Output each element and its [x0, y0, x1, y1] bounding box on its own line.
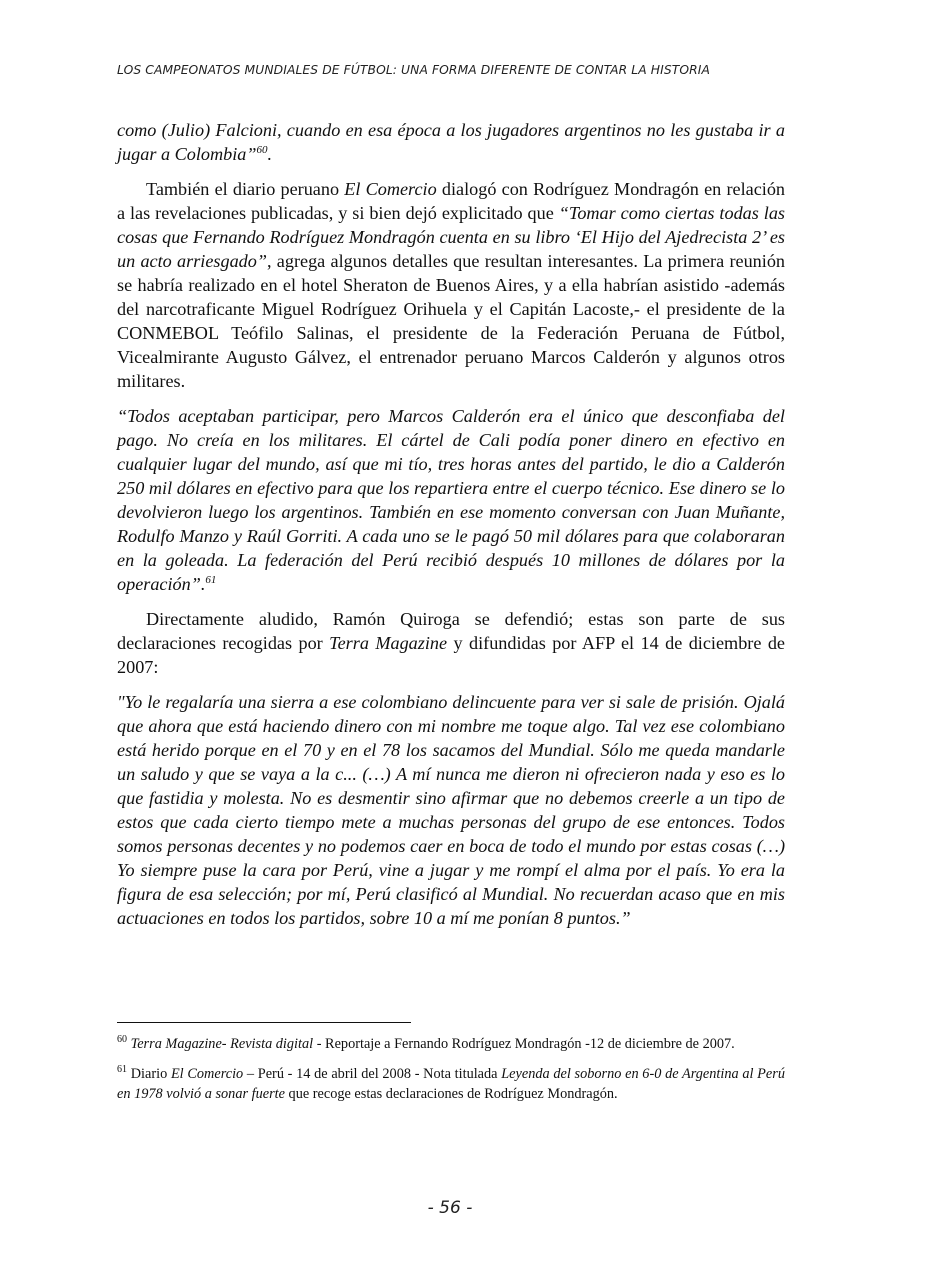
- main-text: [117, 118, 785, 941]
- quote-text: “Todos aceptaban participar, pero Marcos Calderón era el único que desconfiaba del pago. No creía en los militares. El cártel de Cali podía poner dinero en efectivo en cualquier lugar del mundo, así que mi tío, tres horas antes del partido, le dio a Calderón 250 mil dólares en efectivo para que los repartiera entre el cuerpo técnico. Ese dinero se lo devolvieron luego los argentinos. También en ese momento conversan con Juan Muñante, Rodulfo Manzo y Raúl Gorriti. A cada uno se le pagó 50 mil dólares para que colaboraran en la goleada. La federación del Perú recibió después 10 millones de dólares por la operación”.: [117, 406, 785, 594]
- footnote-separator: [117, 1022, 411, 1023]
- footnote-text: Diario: [127, 1066, 171, 1082]
- publication-name: Terra Magazine: [329, 633, 448, 653]
- footnote-text: – Perú - 14 de abril del 2008 - Nota titulada: [243, 1066, 502, 1082]
- footnote-number: 60: [117, 1034, 127, 1045]
- paragraph-quote-continuation: [117, 118, 785, 166]
- paragraph-el-comercio: [117, 177, 785, 393]
- page-number: - 56 -: [427, 1198, 473, 1218]
- paragraph-quiroga-intro: [117, 607, 785, 679]
- footnote-60: [117, 1034, 785, 1054]
- footnote-ref-61[interactable]: 61: [205, 574, 217, 586]
- running-header: LOS CAMPEONATOS MUNDIALES DE FÚTBOL: UNA FORMA DIFERENTE DE CONTAR LA HISTORIA: [117, 63, 711, 77]
- footnote-text: - Reportaje a Fernando Rodríguez Mondragón -12 de diciembre de 2007.: [313, 1036, 735, 1052]
- footnote-number: 61: [117, 1064, 127, 1075]
- text-run: dialogó con Rodríguez Mondragón en relación a las revelaciones publicadas, y si bien dejó explicitado que: [117, 179, 786, 223]
- footnotes: [117, 1034, 785, 1114]
- publication-name: El Comercio: [344, 179, 437, 199]
- footnote-source: El Comercio: [170, 1066, 244, 1082]
- text-run: , agrega algunos detalles que resultan interesantes. La primera reunión se habría realizado en el hotel Sheraton de Buenos Aires, y a ella habrían asistido -además del narcotraficante Miguel Rodríguez Orihuela y el Capitán Lacoste,- el presidente de la CONMEBOL Teófilo Salinas, el presidente de la Federación Peruana de Fútbol, Vicealmirante Augusto Gálvez, el entrenador peruano Marcos Calderón y algunos otros militares.: [117, 251, 786, 391]
- text-run: y difundidas por AFP el 14 de diciembre de 2007:: [117, 633, 786, 677]
- text-run: También el diario peruano: [146, 179, 345, 199]
- footnote-61: [117, 1064, 785, 1104]
- text-run: Directamente aludido, Ramón Quiroga se defendió; estas son parte de sus declaraciones recogidas por: [117, 609, 785, 653]
- inline-quote: “Tomar como ciertas todas las cosas que Fernando Rodríguez Mondragón cuenta en su libro ‘El Hijo del Ajedrecista 2’ es un acto arriesgado”: [117, 203, 785, 271]
- paragraph-block-quote-quiroga: [117, 690, 785, 930]
- quote-text: "Yo le regalaría una sierra a ese colombiano delincuente para ver si sale de prisión. Ojalá que ahora que está haciendo dinero con mi nombre me toque algo. Tal vez ese colombiano está herido porque en el 70 y en el 78 los sacamos del Mundial. Sólo me queda mandarle un saludo y que se vaya a la c... (…) A mí nunca me dieron ni ofrecieron nada y eso es lo que fastidia y molesta. No es desmentir sino afirmar que no debemos creerle a un tipo de estos que cada cierto tiempo mete a muchas personas del grupo de ese entonces. Todos somos personas decentes y no podemos caer en boca de todo el mundo por estas cosas (…) Yo siempre puse la cara por Perú, vine a jugar y me rompí el alma por el país. Yo era la figura de esa selección; por mí, Perú clasificó al Mundial. No recuerdan acaso que en mis actuaciones en todos los partidos, sobre 10 a mí me ponían 8 puntos.”: [117, 692, 785, 928]
- footnote-article-title: Leyenda del soborno en 6-0 de Argentina al Perú en 1978 volvió a sonar fuerte: [117, 1066, 785, 1102]
- quote-text: como (Julio) Falcioni, cuando en esa época a los jugadores argentinos no les gustaba ir a jugar a Colombia”: [117, 120, 785, 164]
- footnote-source: Terra Magazine- Revista digital: [130, 1036, 314, 1052]
- quote-end: .: [267, 144, 273, 164]
- footnote-text: que recoge estas declaraciones de Rodríguez Mondragón.: [284, 1086, 618, 1102]
- paragraph-block-quote-mondragon: [117, 404, 785, 596]
- footnote-ref-60[interactable]: 60: [256, 144, 268, 156]
